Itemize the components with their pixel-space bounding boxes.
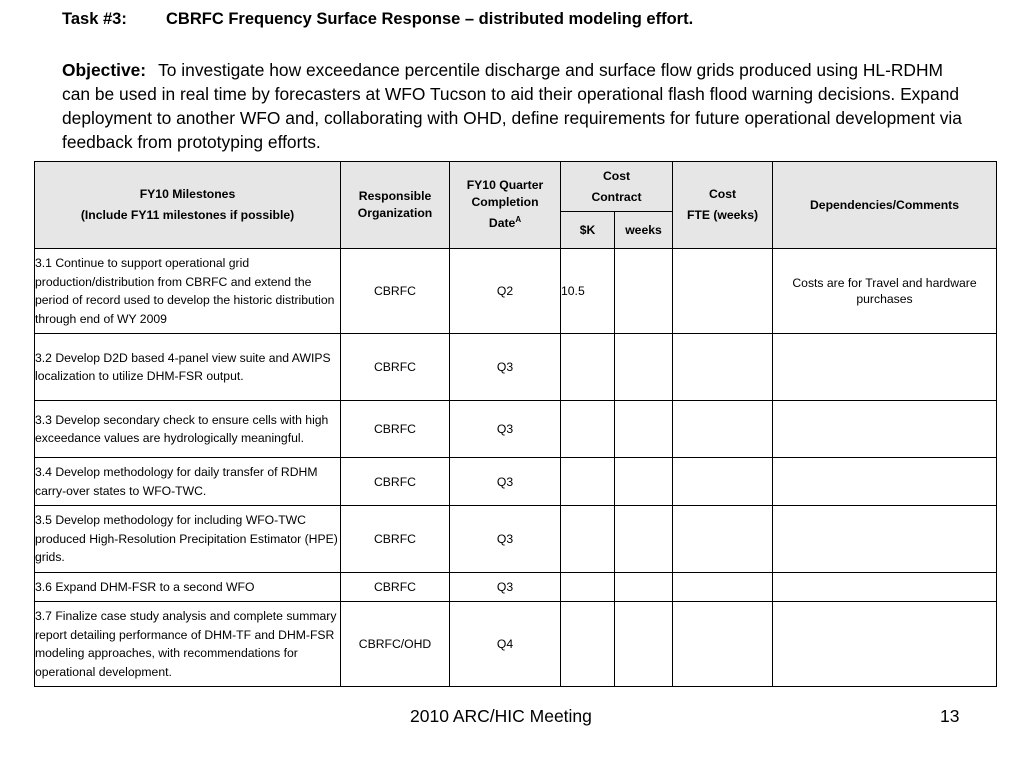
cost-k-cell <box>561 458 615 506</box>
table-row <box>35 573 997 602</box>
header-contract-label: Contract <box>591 189 642 204</box>
header-row-1 <box>35 162 997 212</box>
weeks-cell <box>615 249 673 334</box>
fte-cell <box>673 458 773 506</box>
quarter-cell: Q3 <box>450 573 561 602</box>
table-row <box>35 249 997 334</box>
milestone-cell: 3.3 Develop secondary check to ensure cells with high exceedance values are hydrologically meaningful. <box>35 401 341 458</box>
header-weeks: weeks <box>615 212 673 249</box>
quarter-cell: Q4 <box>450 602 561 687</box>
quarter-cell: Q3 <box>450 334 561 401</box>
page-number: 13 <box>940 706 960 726</box>
org-cell: CBRFC <box>341 334 450 401</box>
header-completion-superscript: A <box>515 215 522 225</box>
comments-cell <box>773 334 997 401</box>
org-cell: CBRFC/OHD <box>341 602 450 687</box>
comments-cell <box>773 602 997 687</box>
fte-cell <box>673 334 773 401</box>
cost-k-cell <box>561 573 615 602</box>
objective-paragraph <box>62 58 962 154</box>
header-completion <box>450 162 561 249</box>
milestones-table <box>34 161 997 687</box>
milestone-cell: 3.6 Expand DHM-FSR to a second WFO <box>35 573 341 602</box>
header-cost-fte <box>673 162 773 249</box>
task-label: Task #3: <box>62 10 127 28</box>
milestone-cell: 3.7 Finalize case study analysis and complete summary report detailing performance of DHM-TF and DHM-FSR modeling approaches, with recommendations for operational development. <box>35 602 341 687</box>
org-cell: CBRFC <box>341 573 450 602</box>
header-milestones <box>35 162 341 249</box>
quarter-cell: Q3 <box>450 401 561 458</box>
cost-k-cell <box>561 401 615 458</box>
comments-cell <box>773 401 997 458</box>
milestone-cell: 3.4 Develop methodology for daily transfer of RDHM carry-over states to WFO-TWC. <box>35 458 341 506</box>
footer-meeting-title: 2010 ARC/HIC Meeting <box>410 706 592 726</box>
org-cell: CBRFC <box>341 458 450 506</box>
org-cell: CBRFC <box>341 401 450 458</box>
task-title: CBRFC Frequency Surface Response – distributed modeling effort. <box>166 10 694 28</box>
cost-k-cell <box>561 334 615 401</box>
weeks-cell <box>615 458 673 506</box>
header-responsible: Responsible Organization <box>341 162 450 249</box>
comments-cell <box>773 506 997 573</box>
milestone-cell: 3.5 Develop methodology for including WFO-TWC produced High-Resolution Precipitation Estimator (HPE) grids. <box>35 506 341 573</box>
fte-cell <box>673 602 773 687</box>
table-row <box>35 458 997 506</box>
cost-k-cell: 10.5 <box>561 249 615 334</box>
weeks-cell <box>615 401 673 458</box>
fte-cell <box>673 401 773 458</box>
header-milestones-note: (Include FY11 milestones if possible) <box>80 208 295 222</box>
cost-k-cell <box>561 602 615 687</box>
quarter-cell: Q3 <box>450 506 561 573</box>
quarter-cell: Q3 <box>450 458 561 506</box>
table-row <box>35 401 997 458</box>
org-cell: CBRFC <box>341 249 450 334</box>
fte-cell <box>673 249 773 334</box>
table-row <box>35 602 997 687</box>
quarter-cell: Q2 <box>450 249 561 334</box>
cost-k-cell <box>561 506 615 573</box>
header-fte-label: FTE (weeks) <box>686 208 759 222</box>
table-row <box>35 506 997 573</box>
milestone-cell: 3.2 Develop D2D based 4-panel view suite and AWIPS localization to utilize DHM-FSR output. <box>35 334 341 401</box>
objective-text: To investigate how exceedance percentile discharge and surface flow grids produced using HL-RDHM can be used in real time by forecasters at WFO Tucson to aid their operational flash flood warning decisions. Expand deployment to another WFO and, collaborating with OHD, define requirements for future operational development via feedback from prototyping efforts. <box>62 60 962 152</box>
header-cost-label: Cost <box>602 168 631 183</box>
header-cost-k: $K <box>561 212 615 249</box>
objective-label: Objective: <box>62 60 147 80</box>
table-row <box>35 334 997 401</box>
header-milestones-title: FY10 Milestones <box>139 187 236 201</box>
header-fte-cost-label: Cost <box>708 187 737 201</box>
fte-cell <box>673 573 773 602</box>
weeks-cell <box>615 573 673 602</box>
header-cost-contract <box>561 162 673 212</box>
milestone-cell: 3.1 Continue to support operational grid production/distribution from CBRFC and extend the period of record used to develop the historic distribution through end of WY 2009 <box>35 249 341 334</box>
fte-cell <box>673 506 773 573</box>
comments-cell <box>773 458 997 506</box>
task-heading <box>62 10 693 29</box>
comments-cell: Costs are for Travel and hardware purchases <box>773 249 997 334</box>
weeks-cell <box>615 334 673 401</box>
org-cell: CBRFC <box>341 506 450 573</box>
header-completion-text: FY10 Quarter Completion Date <box>466 178 544 231</box>
header-dependencies: Dependencies/Comments <box>773 162 997 249</box>
comments-cell <box>773 573 997 602</box>
weeks-cell <box>615 602 673 687</box>
weeks-cell <box>615 506 673 573</box>
